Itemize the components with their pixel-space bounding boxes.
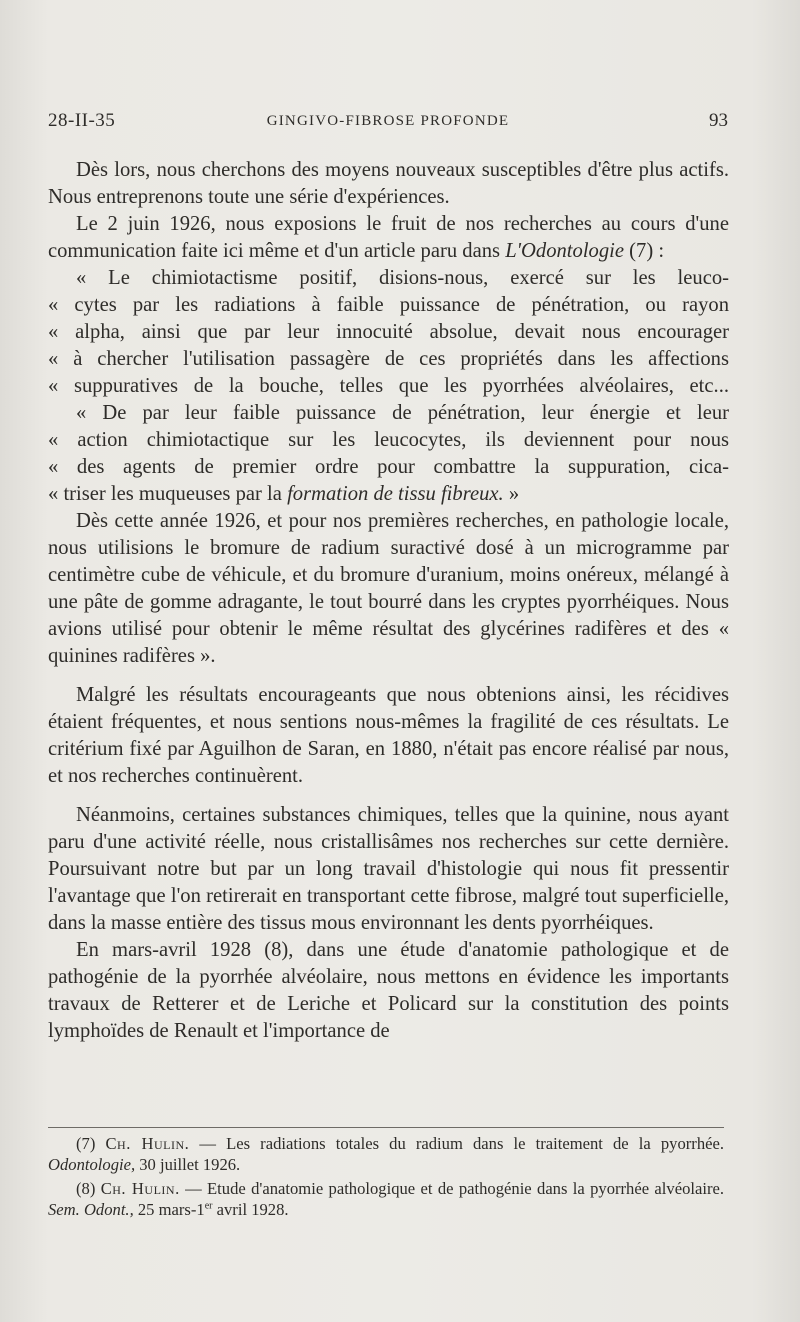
footnote-author: Ch. Hulin.: [105, 1134, 190, 1153]
footnotes: [48, 1133, 724, 1223]
footnote-author: Ch. Hulin.: [100, 1179, 180, 1198]
quote-emphasis: formation de tissu fibreux.: [287, 483, 504, 505]
paragraph-5: Néanmoins, certaines substances chimiques, telles que la quinine, nous ayant paru d'une activité réelle, nous cristallisâmes nos recherches sur cette dernière. Poursuivant notre but par un long travail d'histologie qui nous fit pressentir l'avantage que l'on retirerait en transportant cette fibrose, malgré tout superficielle, dans la masse entière des tissus mous environnant les dents pyorrhéiques.: [48, 804, 729, 934]
paragraph-2: Le 2 juin 1926, nous exposions le fruit de nos recherches au cours d'une communication faite ici même et d'un article paru dans L'Odontologie (7) :: [48, 213, 729, 262]
quote-line: « des agents de premier ordre pour combattre la suppuration, cica-: [48, 456, 729, 478]
footnote-8: (8) Ch. Hulin. — Etude d'anatomie pathologique et de pathogénie dans la pyorrhée alvéolaire. Sem. Odont., 25 mars-1er avril 1928.: [48, 1179, 724, 1219]
quote-line: « alpha, ainsi que par leur innocuité absolue, devait nous encourager: [48, 321, 729, 343]
page-number: 93: [709, 110, 728, 131]
paragraph-1: Dès lors, nous cherchons des moyens nouveaux susceptibles d'être plus actifs. Nous entreprenons toute une série d'expériences.: [48, 159, 729, 208]
quote-line-last: « triser les muqueuses par la formation de tissu fibreux. »: [48, 483, 520, 505]
footnote-source: Odontologie,: [48, 1155, 136, 1174]
quotation-block: [48, 265, 729, 508]
quote-line: « suppuratives de la bouche, telles que les pyorrhées alvéolaires, etc...: [48, 375, 729, 397]
paragraph-3: Dès cette année 1926, et pour nos premières recherches, en pathologie locale, nous utilisions le bromure de radium suractivé dosé à un microgramme par centimètre cube de véhicule, et du bromure d'uranium, moins onéreux, mélangé à une pâte de gomme adragante, le tout bourré dans les cryptes pyorrhéiques. Nous avions utilisé pour obtenir le même résultat des glycérines radifères et des « quinines radifères ».: [48, 510, 729, 667]
footnote-7: (7) Ch. Hulin. — Les radiations totales du radium dans le traitement de la pyorrhée. Odontologie, 30 juillet 1926.: [48, 1134, 724, 1174]
quote-line: « Le chimiotactisme positif, disions-nous, exercé sur les leuco-: [76, 267, 729, 289]
main-text: [48, 157, 729, 1045]
paragraph-4: Malgré les résultats encourageants que nous obtenions ainsi, les récidives étaient fréquentes, et nous sentions nous-mêmes la fragilité de ces résultats. Le critérium fixé par Aguilhon de Saran, en 1880, n'était pas encore réalisé par nous, et nos recherches continuèrent.: [48, 684, 729, 787]
journal-title: L'Odontologie: [505, 240, 625, 262]
paragraph-6: En mars-avril 1928 (8), dans une étude d'anatomie pathologique et de pathogénie de la pyorrhée alvéolaire, nous mettons en évidence les importants travaux de Retterer et de Leriche et Policard sur la constitution des points lymphoïdes de Renault et l'importance de: [48, 939, 729, 1042]
quote-line: « action chimiotactique sur les leucocytes, ils deviennent pour nous: [48, 429, 729, 451]
header-title: GINGIVO-FIBROSE PROFONDE: [266, 113, 510, 129]
quote-line: « De par leur faible puissance de pénétration, leur énergie et leur: [76, 402, 729, 424]
footnote-source: Sem. Odont.,: [48, 1200, 134, 1219]
header-date: 28-II-35: [48, 110, 116, 131]
quote-line: « à chercher l'utilisation passagère de ces propriétés dans les affections: [48, 348, 729, 370]
running-header: [48, 110, 728, 140]
quote-line: « cytes par les radiations à faible puissance de pénétration, ou rayon: [48, 294, 729, 316]
footnote-divider: [48, 1127, 724, 1128]
